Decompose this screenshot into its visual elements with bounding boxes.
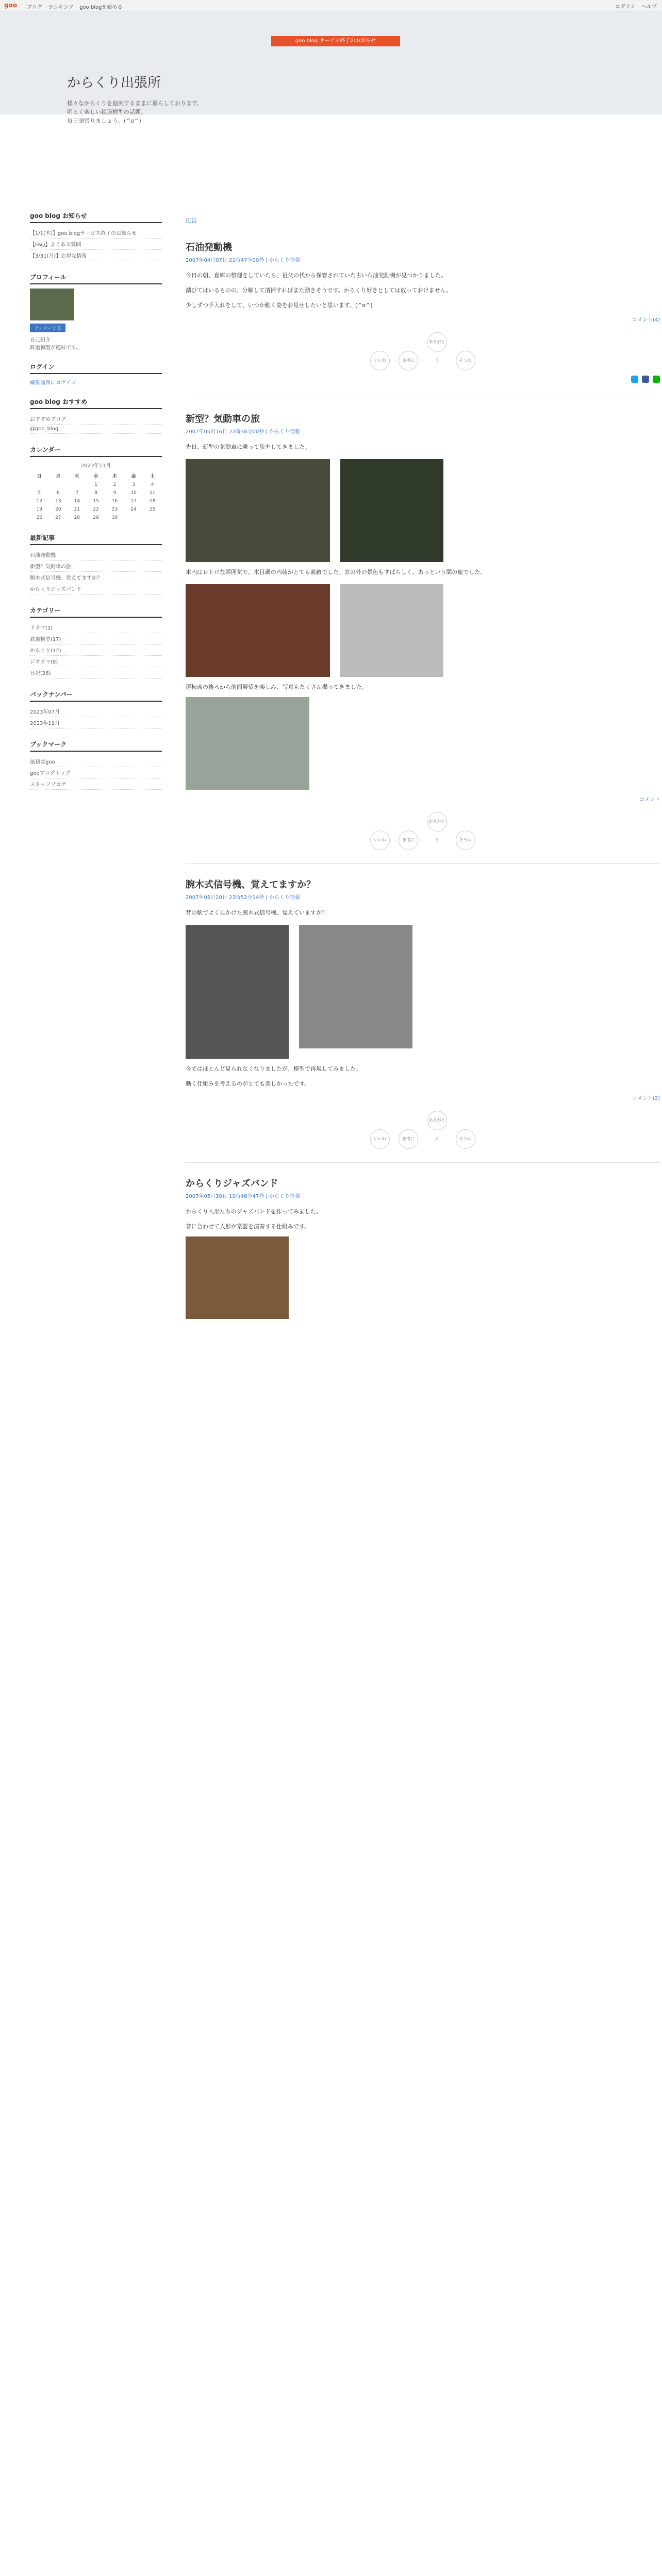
recent-section bbox=[30, 533, 162, 595]
calendar-section bbox=[30, 445, 162, 522]
cal-date: 12 bbox=[36, 499, 42, 504]
nav-ranking[interactable]: ランキング bbox=[48, 5, 74, 10]
main-content bbox=[186, 216, 660, 1331]
interior-photo[interactable] bbox=[186, 584, 330, 677]
cal-day: 火 bbox=[74, 474, 79, 479]
cal-date: 14 bbox=[74, 499, 80, 504]
reaction-bar bbox=[186, 332, 660, 370]
cal-day: 月 bbox=[56, 474, 61, 479]
category-item[interactable]: 鉄道模型(17) bbox=[30, 633, 162, 645]
train-photo[interactable] bbox=[186, 459, 330, 562]
post-body bbox=[186, 270, 660, 310]
cal-date: 1 bbox=[94, 482, 97, 487]
cal-date: 28 bbox=[74, 515, 80, 520]
post-body bbox=[186, 908, 660, 1089]
post bbox=[186, 1176, 660, 1319]
top-bar bbox=[0, 0, 662, 11]
section-heading: ログイン bbox=[30, 362, 162, 374]
cal-date: 4 bbox=[151, 482, 154, 487]
calendar-table bbox=[30, 471, 162, 522]
reaction-button[interactable]: そうね bbox=[456, 1129, 475, 1149]
cal-date bbox=[30, 481, 49, 489]
section-heading: プロフィール bbox=[30, 273, 162, 284]
profile-section bbox=[30, 273, 162, 351]
cal-date bbox=[143, 514, 162, 522]
category-item[interactable]: 日記(26) bbox=[30, 667, 162, 679]
category-item[interactable]: ドラマ(1) bbox=[30, 622, 162, 633]
cal-date: 2 bbox=[113, 482, 117, 487]
signal-photo[interactable] bbox=[186, 925, 289, 1059]
cal-day: 木 bbox=[112, 474, 118, 479]
profile-name: 自己紹介 bbox=[30, 337, 51, 343]
bookmark-section bbox=[30, 740, 162, 790]
recommend-item[interactable]: おすすめブログ bbox=[30, 413, 162, 425]
reaction-bar bbox=[186, 812, 660, 850]
cal-day: 金 bbox=[131, 474, 136, 479]
cal-date: 22 bbox=[93, 507, 99, 512]
top-nav bbox=[27, 3, 126, 10]
section-heading: goo blog お知らせ bbox=[30, 211, 162, 223]
bookmark-item[interactable]: gooブログトップ bbox=[30, 767, 162, 778]
reaction-button[interactable]: ありがとう bbox=[427, 1111, 447, 1130]
section-heading: 最新記事 bbox=[30, 533, 162, 545]
cal-date: 5 bbox=[38, 490, 41, 496]
follow-button[interactable]: フォローする bbox=[30, 324, 65, 332]
cal-date: 13 bbox=[55, 499, 61, 504]
reaction-button[interactable]: 参考に bbox=[399, 351, 418, 370]
cal-date: 17 bbox=[130, 499, 137, 504]
desc-line: 毎日頑張りましょう。(^o^) bbox=[67, 117, 141, 124]
post-date[interactable]: 2007年04月07日 21時47分00秒 | からくり情報 bbox=[186, 258, 300, 263]
cal-date: 16 bbox=[111, 499, 118, 504]
blog-description bbox=[67, 99, 203, 125]
reaction-button[interactable]: いいね bbox=[370, 831, 390, 850]
twitter-icon[interactable] bbox=[631, 376, 638, 383]
cal-date: 6 bbox=[56, 490, 60, 496]
comment-link[interactable]: コメント(4) bbox=[632, 317, 660, 323]
post-date[interactable]: 2007年05月16日 22時38分00秒 | からくり情報 bbox=[186, 429, 300, 435]
login-admin-link[interactable]: 編集画面にログイン bbox=[30, 380, 76, 386]
top-right-links bbox=[611, 2, 657, 10]
reaction-button[interactable]: 参考に bbox=[399, 1129, 418, 1149]
blog-title[interactable]: からくり出張所 bbox=[67, 75, 161, 91]
info-item[interactable]: 【FAQ】よくある質問 bbox=[30, 239, 162, 250]
post-paragraph: 錆びてはいるものの、分解して清掃すればまた動きそうです。からくり好きとしては放っておけません。 bbox=[186, 287, 452, 294]
post-paragraph: 車内はレトロな雰囲気で、木目調の内装がとても素敵でした。窓の外の景色もすばらしく、あっという間の旅でした。 bbox=[186, 569, 486, 575]
help-link[interactable]: ヘルプ bbox=[641, 4, 657, 10]
backnumber-item[interactable]: 2023年07月 bbox=[30, 706, 162, 717]
cal-date bbox=[124, 514, 143, 522]
band-photo[interactable] bbox=[186, 1236, 289, 1319]
cal-date: 30 bbox=[111, 515, 118, 520]
cal-date: 27 bbox=[55, 515, 61, 520]
section-heading: カレンダー bbox=[30, 445, 162, 457]
cal-date: 11 bbox=[149, 490, 156, 496]
login-link[interactable]: ログイン bbox=[615, 4, 636, 10]
nav-blog[interactable]: ブログ bbox=[27, 5, 42, 10]
category-item[interactable]: ジオラマ(9) bbox=[30, 656, 162, 667]
reaction-button[interactable]: いいね bbox=[370, 1129, 390, 1149]
reaction-button[interactable]: そうね bbox=[456, 831, 475, 850]
reaction-button[interactable]: ありがとう bbox=[427, 332, 447, 352]
post-paragraph: 今ではほとんど見られなくなりましたが、模型で再現してみました。 bbox=[186, 1065, 361, 1072]
section-heading: goo blog おすすめ bbox=[30, 397, 162, 409]
comment-link[interactable]: コメント(2) bbox=[632, 1096, 660, 1101]
reaction-button[interactable]: そうね bbox=[456, 351, 475, 370]
info-section bbox=[30, 211, 162, 261]
post-paragraph: 昔の駅でよく見かけた腕木式信号機、覚えていますか？ bbox=[186, 909, 327, 916]
section-heading: ブックマーク bbox=[30, 740, 162, 752]
nav-start[interactable]: goo blogを始める bbox=[79, 5, 123, 10]
post-date[interactable]: 2007年05月20日 23時52分14秒 | からくり情報 bbox=[186, 895, 300, 901]
post bbox=[186, 877, 660, 1149]
category-section bbox=[30, 606, 162, 679]
cal-date: 8 bbox=[94, 490, 97, 496]
scenery-photo[interactable] bbox=[186, 697, 309, 790]
post-divider bbox=[186, 1162, 660, 1163]
post-paragraph: 先日、新型の気動車に乗って旅をしてきました。 bbox=[186, 444, 310, 450]
post-paragraph: 少しずつ手入れをして、いつか動く姿をお見せしたいと思います。(^o^) bbox=[186, 302, 373, 309]
bookmark-item[interactable]: スタッフブログ bbox=[30, 778, 162, 790]
profile-image[interactable] bbox=[30, 289, 74, 320]
cal-day: 水 bbox=[93, 474, 98, 479]
post-date[interactable]: 2007年05月30日 10時46分47秒 | からくり情報 bbox=[186, 1194, 300, 1199]
cal-date: 19 bbox=[36, 507, 42, 512]
train-logo-photo[interactable] bbox=[340, 459, 443, 562]
blog-header bbox=[0, 11, 662, 124]
backnumber-section bbox=[30, 690, 162, 728]
cal-date: 3 bbox=[132, 482, 135, 487]
post-body bbox=[186, 442, 660, 790]
cal-date: 23 bbox=[111, 507, 118, 512]
cal-day: 土 bbox=[150, 474, 155, 479]
cal-date bbox=[49, 481, 68, 489]
recommend-section bbox=[30, 397, 162, 434]
desc-line: 明るく楽しい鉄道模型の話題。 bbox=[67, 109, 146, 115]
post-title[interactable]: 新型？気動車の旅 bbox=[186, 414, 260, 425]
info-item[interactable]: 【1/1(木)】goo blogサービス終了のお知らせ bbox=[30, 227, 162, 239]
post-title[interactable]: からくりジャズバンド bbox=[186, 1178, 278, 1189]
cal-day: 日 bbox=[37, 474, 42, 479]
share-bar bbox=[186, 376, 660, 384]
desc-line: 様々なからくりを追究するままに暮らしております。 bbox=[67, 100, 203, 107]
sidebar bbox=[30, 211, 162, 801]
post bbox=[186, 412, 660, 850]
post-title[interactable]: 腕木式信号機、覚えてますか？ bbox=[186, 879, 316, 890]
cal-date: 24 bbox=[130, 507, 137, 512]
signal-parts-photo[interactable] bbox=[299, 925, 412, 1048]
post-paragraph: 音に合わせて人形が楽器を演奏する仕組みです。 bbox=[186, 1223, 310, 1230]
recommend-item[interactable]: @goo_blog bbox=[30, 425, 162, 434]
reaction-button[interactable]: いいね bbox=[370, 351, 390, 370]
goo-logo[interactable]: goo bbox=[4, 2, 18, 9]
backnumber-item[interactable]: 2023年11月 bbox=[30, 717, 162, 728]
line-icon[interactable] bbox=[653, 376, 660, 383]
cal-date: 26 bbox=[36, 515, 42, 520]
cal-date: 7 bbox=[75, 490, 79, 496]
recent-item[interactable]: 腕木式信号機、覚えてますか？ bbox=[30, 572, 162, 583]
login-section bbox=[30, 362, 162, 386]
post-body bbox=[186, 1207, 660, 1319]
post-paragraph: からくり人形たちのジャズバンドを作ってみました。 bbox=[186, 1208, 322, 1215]
section-heading: バックナンバー bbox=[30, 690, 162, 702]
cal-date: 10 bbox=[130, 490, 137, 496]
service-end-notice[interactable]: goo blog サービス終了のお知らせ bbox=[271, 36, 400, 46]
post-paragraph: 運転席の後ろから前面展望を楽しみ、写真もたくさん撮ってきました。 bbox=[186, 684, 368, 690]
post-divider bbox=[186, 863, 660, 864]
recent-item[interactable]: からくりジャズバンド bbox=[30, 583, 162, 595]
bookmark-item[interactable]: 最初はgoo bbox=[30, 756, 162, 767]
cal-date: 9 bbox=[113, 490, 117, 496]
section-heading: カテゴリー bbox=[30, 606, 162, 618]
facebook-icon[interactable] bbox=[642, 376, 649, 383]
cal-date: 15 bbox=[93, 499, 99, 504]
post bbox=[186, 240, 660, 384]
post-paragraph: 動く仕組みを考えるのがとても楽しかったです。 bbox=[186, 1080, 310, 1087]
recent-item[interactable]: 新型？気動車の旅 bbox=[30, 561, 162, 572]
profile-text: 鉄道模型が趣味です。 bbox=[30, 345, 81, 351]
diagram-photo[interactable] bbox=[340, 584, 443, 677]
recent-item[interactable]: 石油発動機 bbox=[30, 549, 162, 561]
cal-date: 29 bbox=[93, 515, 99, 520]
post-paragraph: 今日の朝、倉庫の整理をしていたら、祖父の代から保管されていた古い石油発動機が見つかりました。 bbox=[186, 272, 446, 279]
ad-label[interactable]: 広告 bbox=[186, 217, 197, 224]
cal-date: 18 bbox=[149, 499, 156, 504]
comment-link[interactable]: コメント bbox=[639, 797, 660, 803]
cal-date bbox=[68, 481, 87, 489]
cal-date: 25 bbox=[149, 507, 156, 512]
post-title[interactable]: 石油発動機 bbox=[186, 242, 232, 253]
calendar-month: 2023年11月 bbox=[80, 463, 111, 469]
cal-date: 20 bbox=[55, 507, 61, 512]
reaction-button[interactable]: 参考に bbox=[399, 831, 418, 850]
info-item[interactable]: 【3/31(月)】お得な情報 bbox=[30, 250, 162, 261]
category-item[interactable]: からくり(12) bbox=[30, 645, 162, 656]
reaction-bar bbox=[186, 1111, 660, 1149]
reaction-button[interactable]: ありがとう bbox=[427, 812, 447, 832]
cal-date: 21 bbox=[74, 507, 80, 512]
